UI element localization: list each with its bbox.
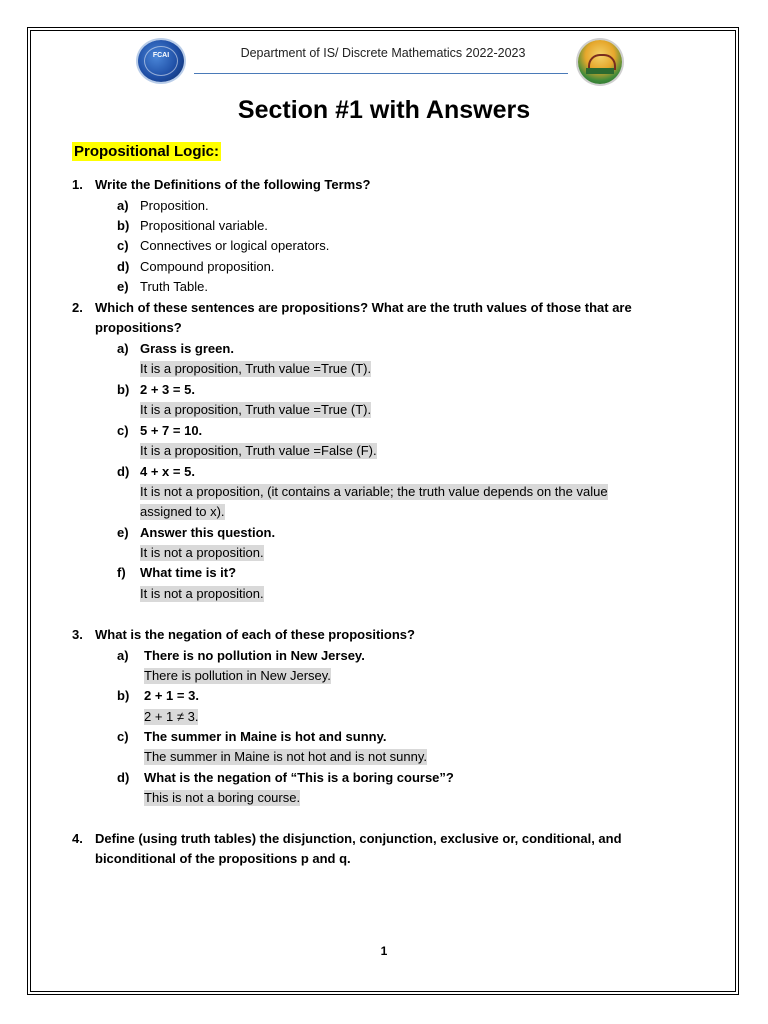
topic-heading: Propositional Logic:	[74, 143, 219, 160]
q3-item-label: a)	[117, 648, 129, 663]
q2-item-answer: It is a proposition, Truth value =True (T).	[140, 361, 372, 376]
q3-item-text: There is no pollution in New Jersey.	[144, 648, 365, 663]
q2-item-text: 4 + x = 5.	[140, 464, 195, 479]
q1-item-label: a)	[117, 198, 129, 213]
q3-item-text: 2 + 1 = 3.	[144, 688, 199, 703]
q2-item-answer-continued: assigned to x).	[140, 504, 225, 519]
q2-item-label: b)	[117, 382, 130, 397]
q2-item-text: What time is it?	[140, 565, 237, 580]
q2-item-label: a)	[117, 341, 129, 356]
page-title: Section #1 with Answers	[237, 96, 531, 124]
q2-item-text: Answer this question.	[140, 525, 276, 540]
q2-item-text: Grass is green.	[140, 341, 234, 356]
q2-item-label: c)	[117, 423, 129, 438]
q3-item-text: The summer in Maine is hot and sunny.	[144, 729, 387, 744]
q2-number: 2.	[72, 300, 83, 315]
university-logo	[578, 40, 622, 84]
q3-text: What is the negation of each of these propositions?	[95, 627, 415, 642]
page-border	[30, 30, 736, 992]
q2-item-answer: It is not a proposition.	[140, 586, 264, 601]
q3-item-answer: There is pollution in New Jersey.	[144, 668, 331, 683]
q1-text: Write the Definitions of the following Terms?	[95, 177, 371, 192]
q1-item-text: Propositional variable.	[140, 218, 268, 233]
faculty-logo	[138, 40, 184, 82]
q1-item-label: d)	[117, 259, 130, 274]
q2-item-text: 2 + 3 = 5.	[140, 382, 195, 397]
q1-item-label: e)	[117, 279, 129, 294]
department-header: Department of IS/ Discrete Mathematics 2022-2023	[240, 46, 526, 60]
q2-text-continued: propositions?	[95, 320, 182, 335]
q1-item-text: Compound proposition.	[140, 259, 275, 274]
q2-item-label: f)	[117, 565, 126, 580]
q2-item-answer: It is a proposition, Truth value =True (T).	[140, 402, 372, 417]
q3-item-answer: This is not a boring course.	[144, 790, 301, 805]
q1-item-label: c)	[117, 238, 129, 253]
faculty-logo-text: FCAI	[152, 52, 170, 59]
q2-item-answer: It is a proposition, Truth value =False (F).	[140, 443, 377, 458]
q2-item-text: 5 + 7 = 10.	[140, 423, 203, 438]
q1-item-text: Proposition.	[140, 198, 209, 213]
q3-item-label: b)	[117, 688, 130, 703]
q1-item-text: Connectives or logical operators.	[140, 238, 330, 253]
q3-number: 3.	[72, 627, 83, 642]
q2-item-answer: It is not a proposition, (it contains a variable; the truth value depends on the value	[140, 484, 608, 499]
q3-item-label: c)	[117, 729, 129, 744]
page-number: 1	[380, 944, 388, 958]
q4-text: Define (using truth tables) the disjunction, conjunction, exclusive or, conditional, and	[95, 831, 622, 846]
q2-text: Which of these sentences are propositions? What are the truth values of those that are	[95, 300, 632, 315]
q1-item-text: Truth Table.	[140, 279, 208, 294]
q3-item-answer: 2 + 1 ≠ 3.	[144, 709, 199, 724]
q2-item-label: d)	[117, 464, 130, 479]
q4-number: 4.	[72, 831, 83, 846]
q3-item-answer: The summer in Maine is not hot and is not sunny.	[144, 749, 428, 764]
q3-item-text: What is the negation of “This is a boring course”?	[144, 770, 454, 785]
q2-item-label: e)	[117, 525, 129, 540]
header-divider	[194, 73, 568, 74]
q3-item-label: d)	[117, 770, 130, 785]
q1-item-label: b)	[117, 218, 130, 233]
q1-number: 1.	[72, 177, 83, 192]
q4-text-continued: biconditional of the propositions p and q.	[95, 851, 351, 866]
q2-item-answer: It is not a proposition.	[140, 545, 264, 560]
